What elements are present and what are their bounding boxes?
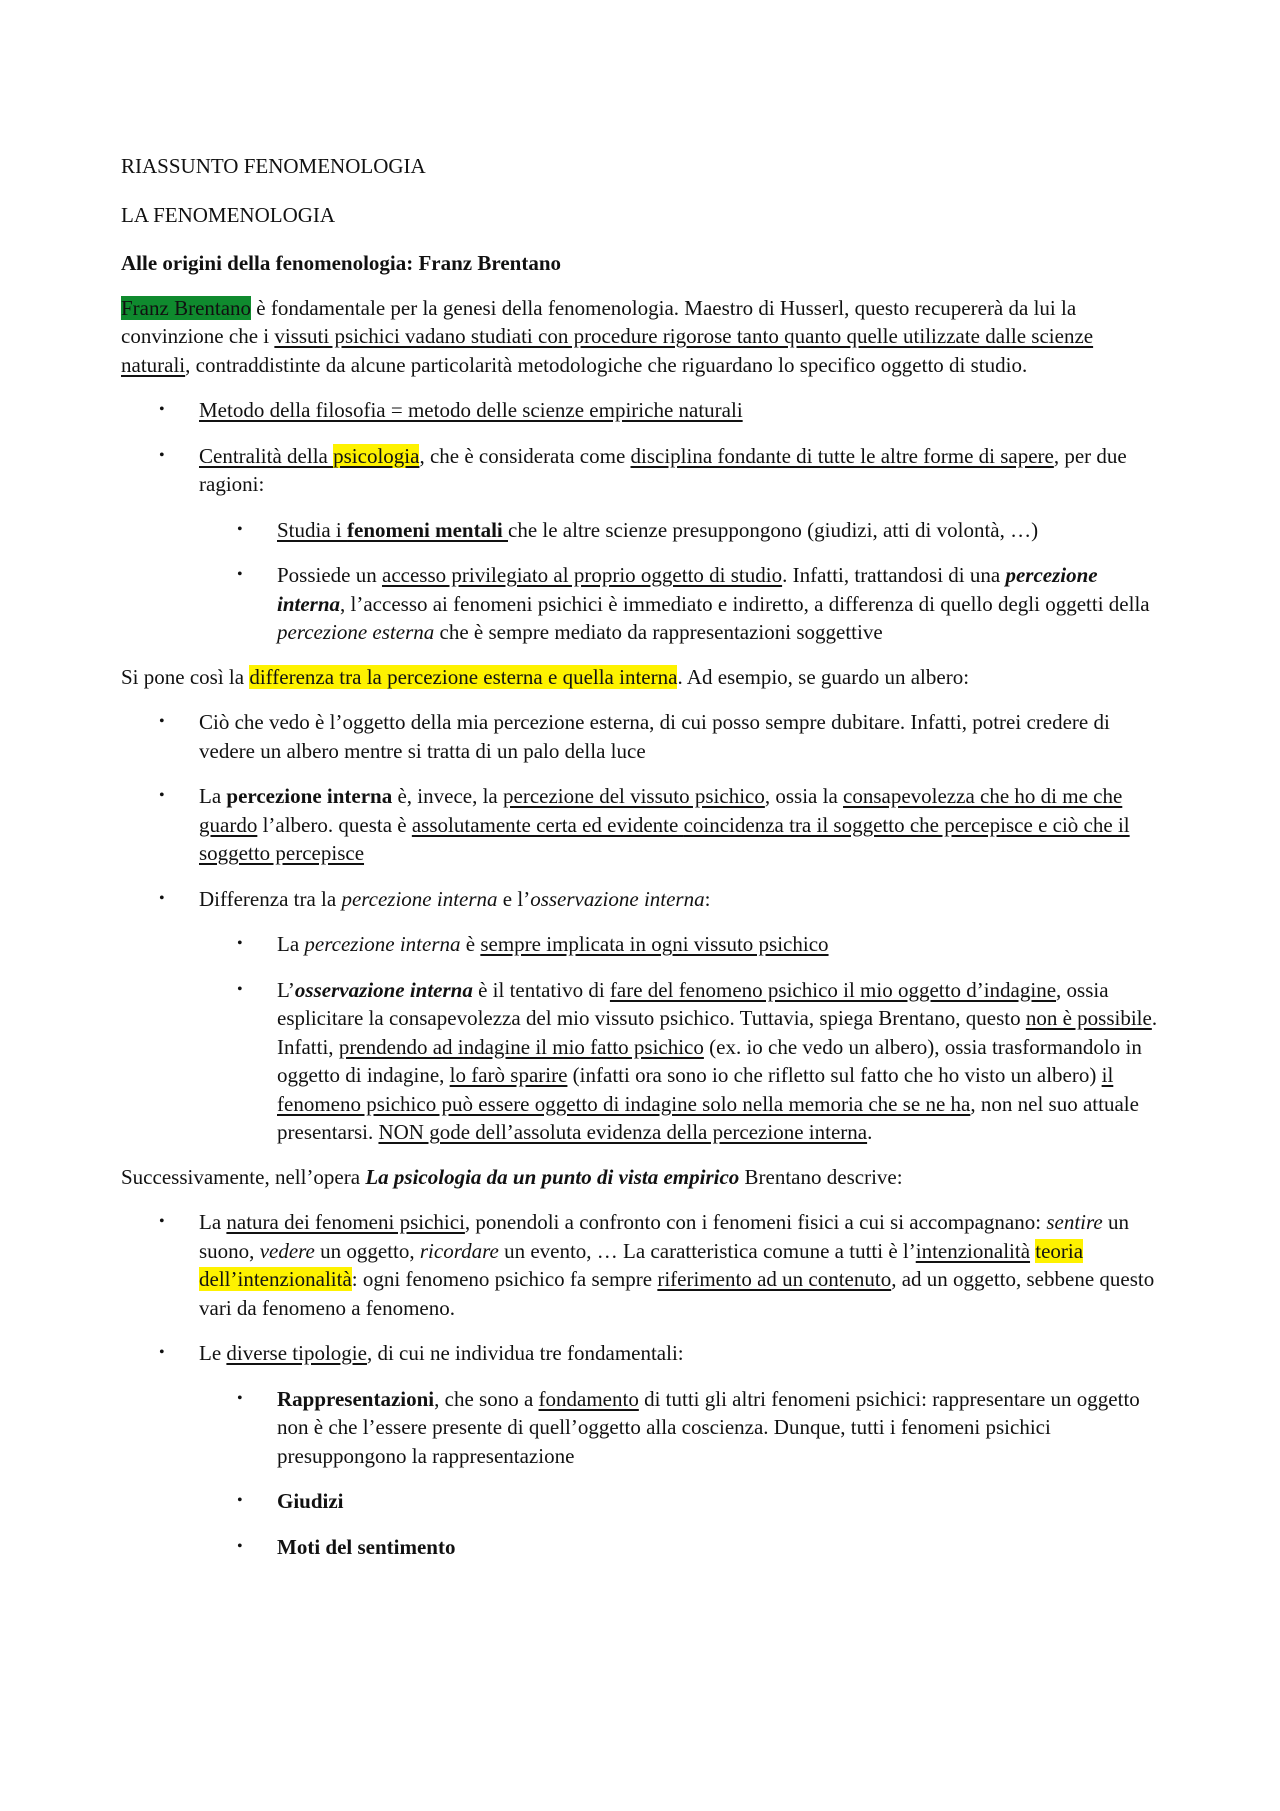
bullet-icon: • xyxy=(159,1213,165,1230)
bullet-icon: • xyxy=(237,935,243,952)
document-page xyxy=(121,152,1161,1561)
list-item: • Centralità della psicologia, che è considerata come disciplina fondante di tutte le altre forme di sapere, per due ragioni: xyxy=(159,443,1127,496)
section-heading: LA FENOMENOLOGIA xyxy=(121,202,336,227)
list-item: • Moti del sentimento xyxy=(121,1533,1161,1562)
nested-bullet-list xyxy=(121,516,1161,647)
bullet-icon: • xyxy=(237,1492,243,1509)
bullet-icon: • xyxy=(237,566,243,583)
bullet-icon: • xyxy=(159,713,165,730)
list-item: • L’osservazione interna è il tentativo di fare del fenomeno psichico il mio oggetto d’indagine, ossia esplicitare la consapevolezza del mio vissuto psichico. Tuttavia, spiega Brentano, questo non è possibile. Infatti, prendendo ad indagine il mio fatto psichico (ex. io che vedo un albero), ossia trasformandolo in oggetto di indagine, lo farò sparire (infatti ora sono io che rifletto sul fatto che ho visto un albero) il fenomeno psichico può essere oggetto di indagine solo nella memoria che se ne ha, non nel suo attuale presentarsi. NON gode dell’assoluta evidenza della percezione interna. xyxy=(237,977,1158,1144)
bullet-icon: • xyxy=(159,446,165,464)
list-item: • Differenza tra la percezione interna e l’osservazione interna: xyxy=(121,885,1161,914)
nested-bullet-list xyxy=(121,1385,1161,1562)
bullet-icon: • xyxy=(237,520,243,538)
list-item: • La percezione interna è sempre implicata in ogni vissuto psichico xyxy=(121,930,1161,959)
bullet-list xyxy=(121,708,1161,913)
highlight-yellow: psicologia xyxy=(333,443,420,468)
nested-bullet-list xyxy=(121,930,1161,1147)
subsection-heading: Alle origini della fenomenologia: Franz Brentano xyxy=(121,251,561,275)
highlight-green: Franz Brentano xyxy=(121,295,252,320)
list-item: • Giudizi xyxy=(121,1487,1161,1516)
bullet-icon: • xyxy=(159,1344,165,1361)
bullet-icon: • xyxy=(159,401,165,418)
list-item: • Le diverse tipologie, di cui ne individua tre fondamentali: xyxy=(121,1339,1161,1368)
bullet-icon: • xyxy=(159,889,165,907)
bullet-icon: • xyxy=(237,1389,243,1407)
paragraph: Si pone così la differenza tra la percezione esterna e quella interna. Ad esempio, se guardo un albero: xyxy=(121,664,970,689)
list-item: • Rappresentazioni, che sono a fondamento di tutti gli altri fenomeni psichici: rappresentare un oggetto non è che l’essere presente di quell’oggetto alla coscienza. Dunque, tutti i fenomeni psichici presuppongono la rappresentazione xyxy=(237,1386,1140,1468)
bullet-icon: • xyxy=(159,787,165,804)
intro-paragraph: Franz Brentano è fondamentale per la genesi della fenomenologia. Maestro di Husserl, questo recupererà da lui la convinzione che i vissuti psichici vadano studiati con procedure rigorose tanto quanto quelle utilizzate dalle scienze naturali, contraddistinte da alcune particolarità metodologiche che riguardano lo specifico oggetto di studio. xyxy=(121,295,1094,377)
document-title: RIASSUNTO FENOMENOLOGIA xyxy=(121,154,426,178)
list-item: • Possiede un accesso privilegiato al proprio oggetto di studio. Infatti, trattandosi di una percezione interna, l’accesso ai fenomeni psichici è immediato e indiretto, a differenza di quello degli oggetti della percezione esterna che è sempre mediato da rappresentazioni soggettive xyxy=(237,563,1150,644)
list-item: • La natura dei fenomeni psichici, ponendoli a confronto con i fenomeni fisici a cui si accompagnano: sentire un suono, vedere un oggetto, ricordare un evento, … La caratteristica comune a tutti è l’intenzionalità teoria dell’intenzionalità: ogni fenomeno psichico fa sempre riferimento ad un contenuto, ad un oggetto, sebbene questo vari da fenomeno a fenomeno. xyxy=(159,1210,1155,1320)
bullet-list xyxy=(121,396,1161,499)
list-item: • La percezione interna è, invece, la percezione del vissuto psichico, ossia la consapevolezza che ho di me che guardo l’albero. questa è assolutamente certa ed evidente coincidenza tra il soggetto che percepisce e ciò che il soggetto percepisce xyxy=(159,784,1130,865)
list-item: • Metodo della filosofia = metodo delle scienze empiriche naturali xyxy=(121,396,1161,425)
highlight-yellow: differenza tra la percezione esterna e quella interna xyxy=(249,664,678,689)
paragraph: Successivamente, nell’opera La psicologia da un punto di vista empirico Brentano descrive: xyxy=(121,1164,903,1189)
list-item: • Studia i fenomeni mentali che le altre scienze presuppongono (giudizi, atti di volontà, …) xyxy=(121,516,1161,545)
list-item: • Ciò che vedo è l’oggetto della mia percezione esterna, di cui posso sempre dubitare. Infatti, potrei credere di vedere un albero mentre si tratta di un palo della luce xyxy=(159,710,1110,763)
bullet-list xyxy=(121,1208,1161,1368)
bullet-icon: • xyxy=(237,980,243,998)
underlined-text: vissuti psichici vadano studiati con procedure rigorose tanto quanto quelle utilizzate dalle scienze naturali xyxy=(121,324,1094,377)
bullet-icon: • xyxy=(237,1537,243,1555)
highlight-yellow: teoria dell’intenzionalità xyxy=(199,1238,1084,1291)
